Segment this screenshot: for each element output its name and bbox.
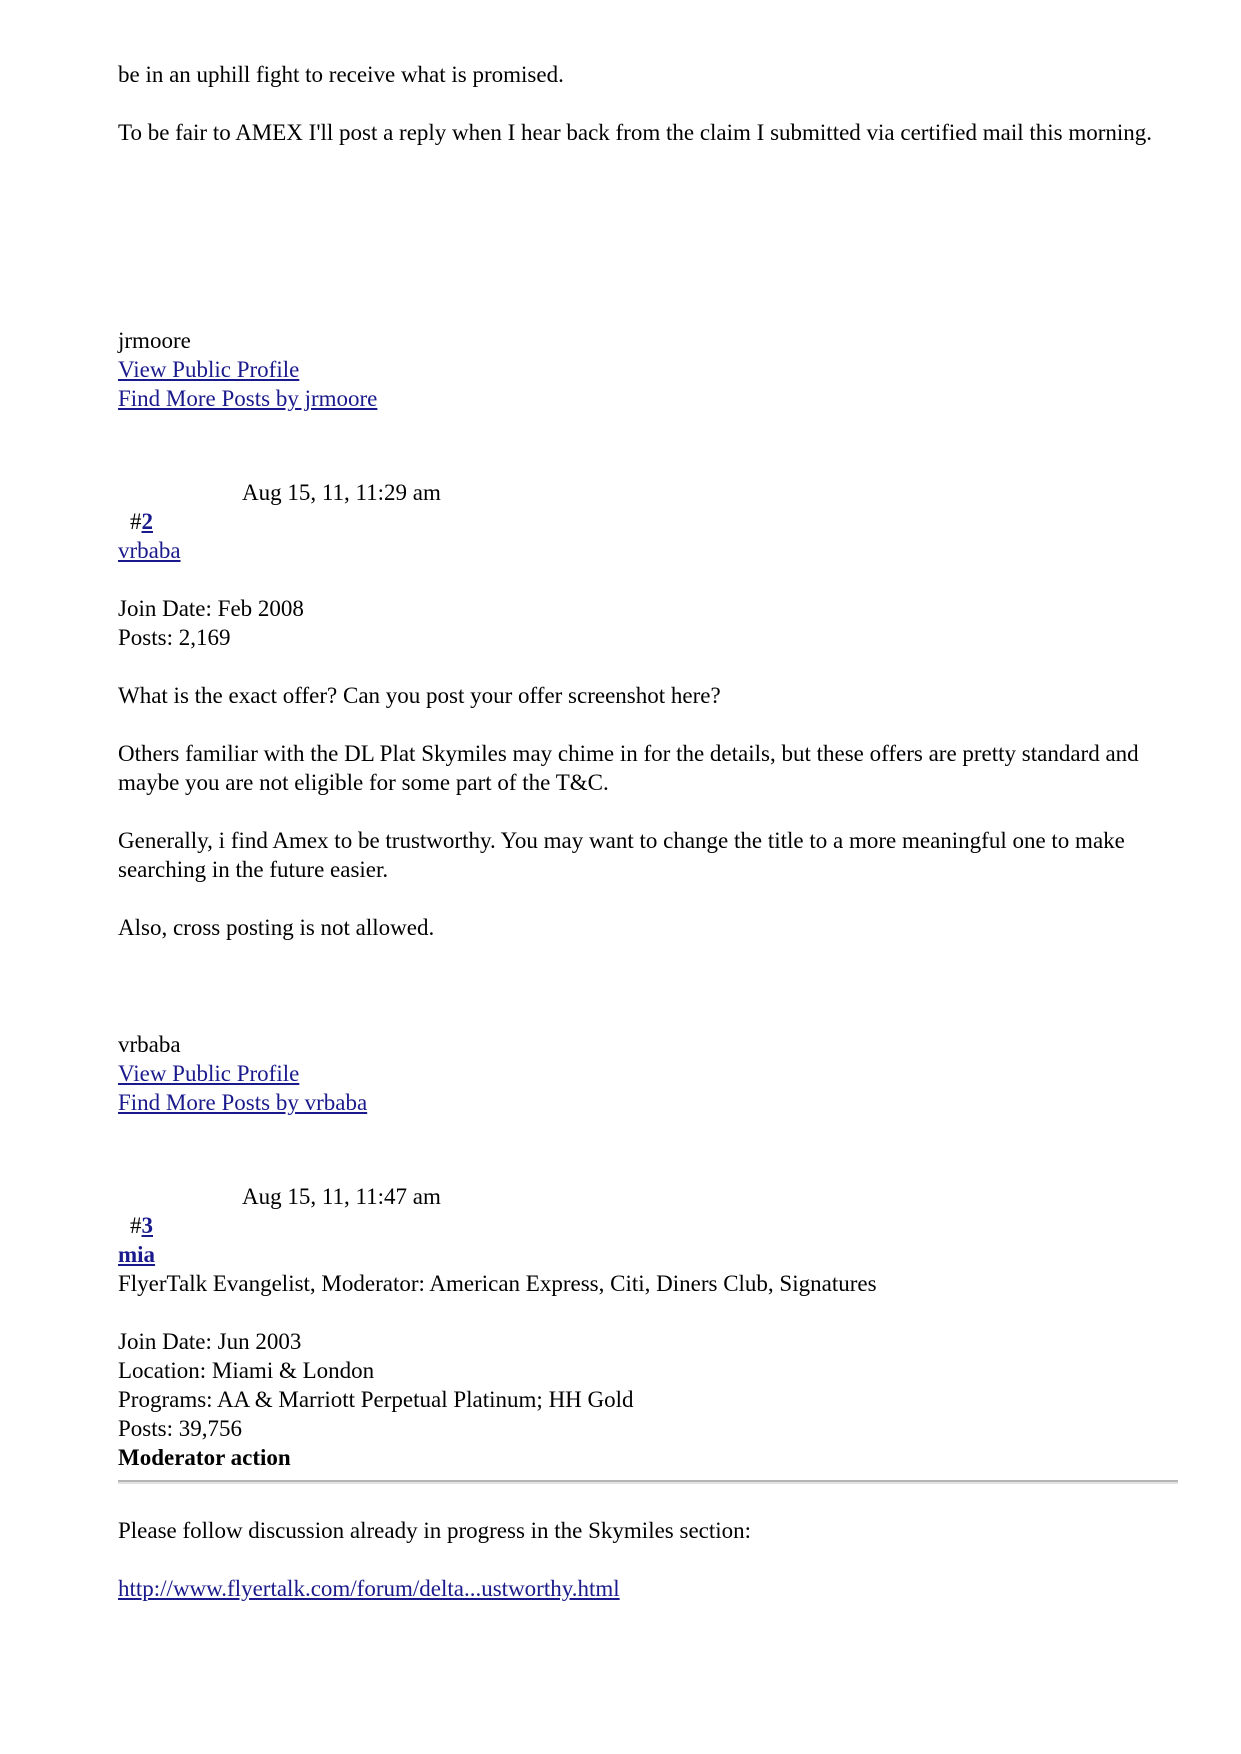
find-more-posts-link[interactable]: Find More Posts by vrbaba xyxy=(118,1090,368,1115)
user-join-date: Join Date: Feb 2008 xyxy=(118,596,304,621)
view-public-profile-link[interactable]: View Public Profile xyxy=(118,357,300,382)
post-number-link[interactable]: 2 xyxy=(141,509,153,534)
divider xyxy=(118,1480,1178,1484)
post-username-link[interactable]: vrbaba xyxy=(118,538,181,563)
user-post-count: Posts: 39,756 xyxy=(118,1416,242,1441)
view-public-profile-link[interactable]: View Public Profile xyxy=(118,1061,300,1086)
post-timestamp: Aug 15, 11, 11:47 am xyxy=(242,1184,441,1209)
user-programs: Programs: AA & Marriott Perpetual Platinum; HH Gold xyxy=(118,1387,634,1412)
post-username-link[interactable]: mia xyxy=(118,1242,156,1267)
user-join-date: Join Date: Jun 2003 xyxy=(118,1329,302,1354)
post-body-text: Also, cross posting is not allowed. xyxy=(118,915,435,940)
post-number-link[interactable]: 3 xyxy=(141,1213,153,1238)
post-number-prefix: # xyxy=(130,509,142,534)
find-more-posts-link[interactable]: Find More Posts by jrmoore xyxy=(118,386,378,411)
post-timestamp: Aug 15, 11, 11:29 am xyxy=(242,480,441,505)
post-number-prefix: # xyxy=(130,1213,142,1238)
user-post-count: Posts: 2,169 xyxy=(118,625,231,650)
post-body-text: Please follow discussion already in progress in the Skymiles section: xyxy=(118,1518,752,1543)
user-title: FlyerTalk Evangelist, Moderator: American Express, Citi, Diners Club, Signatures xyxy=(118,1271,877,1296)
post-body-text: Others familiar with the DL Plat Skymiles may chime in for the details, but these offers are pretty standard and maybe you are not eligible for some part of the T&C. xyxy=(118,741,1139,795)
user-location: Location: Miami & London xyxy=(118,1358,375,1383)
post-number xyxy=(130,1211,153,1240)
post-author-name: jrmoore xyxy=(118,328,191,353)
post-body-text: Generally, i find Amex to be trustworthy. You may want to change the title to a more meaningful one to make searching in the future easier. xyxy=(118,828,1125,882)
moderator-action-heading: Moderator action xyxy=(118,1445,291,1470)
post-body-text: What is the exact offer? Can you post your offer screenshot here? xyxy=(118,683,721,708)
thread-url-link[interactable]: http://www.flyertalk.com/forum/delta...ustworthy.html xyxy=(118,1576,620,1601)
post-number xyxy=(130,507,153,536)
post-body-text: To be fair to AMEX I'll post a reply when I hear back from the claim I submitted via certified mail this morning. xyxy=(118,120,1153,145)
post-body-text: be in an uphill fight to receive what is promised. xyxy=(118,62,564,87)
post-author-name: vrbaba xyxy=(118,1032,181,1057)
